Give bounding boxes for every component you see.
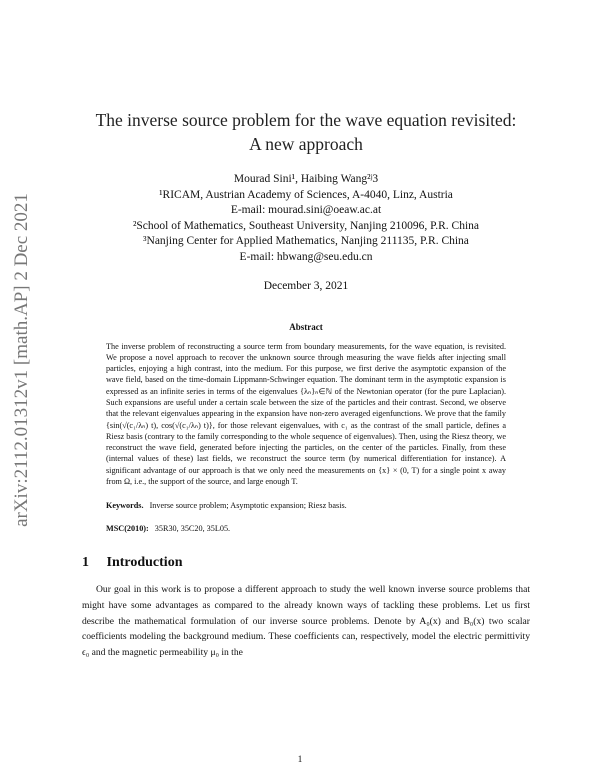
arxiv-sidebar-stamp <box>6 150 38 570</box>
paper-page <box>82 0 530 660</box>
msc-text: 35R30, 35C20, 35L05. <box>154 524 231 534</box>
msc-line <box>106 524 506 533</box>
affiliation-2: ²School of Mathematics, Southeast University, Nanjing 210096, P.R. China <box>132 219 480 232</box>
keywords-label: Keywords. <box>106 501 144 511</box>
affiliation-3: ³Nanjing Center for Applied Mathematics, Nanjing 211135, P.R. China <box>143 235 469 247</box>
affiliation-1: ¹RICAM, Austrian Academy of Sciences, A-4040, Linz, Austria <box>159 188 453 201</box>
keywords-line <box>106 501 506 510</box>
section-number: 1 <box>82 555 89 571</box>
abstract-heading: Abstract <box>289 321 323 332</box>
section-title: Introduction <box>106 555 183 571</box>
author-names: Mourad Sini¹, Haibing Wang²ʲ3 <box>233 173 379 185</box>
intro-paragraph: Our goal in this work is to propose a different approach to study the well known inverse source problems that might have some advantages as compared to the already known ways of tackling these problems. Let us first describe the mathematical formulation of our inverse source problems. Denote by A₀(x) and B₀(x) two scalar coefficients modeling the background medium. These coefficients can, respectively, model the electric permittivity ϵ₀ and the magnetic permeability μ₀ in the <box>82 584 530 658</box>
arxiv-identifier: arXiv:2112.01312v1 [math.AP] 2 Dec 2021 <box>11 193 33 527</box>
title-line-1: The inverse source problem for the wave equation revisited: <box>95 110 517 130</box>
page-number: 1 <box>297 755 303 765</box>
abstract-text: The inverse problem of reconstructing a source term from boundary measurements, for the wave equation, is revisited. We propose a novel approach to recover the unknown source through measuring the wave fields after injecting small particles, enjoying a high contrast, into the medium. For this purpose, we first derive the asymptotic expansion of the wave field, based on the time-domain Lippmann-Schwinger equation. The dominant term in the asymptotic expansion is expressed as an infinite series in terms of the eigenvalues {λₙ}ₙ∈ℕ of the Newtonian operator (for the pure Laplacian). Such expansions are useful under a certain scale between the size of the particles and their contrast. Second, we observe that the relevant eigenvalues appearing in the expansion have non-zero averaged eigenfunctions. We prove that the family {sin(√(c₁/λₙ) t), cos(√(c₁/λₙ) t)}, for those relevant eigenvalues, with c₁ as the contrast of the small particle, defines a Riesz basis (contrary to the family corresponding to the whole sequence of eigenvalues). Then, using the Riesz theory, we reconstruct the wave field, generated before injecting the particles, on the center of the particles. Finally, from these (internal values of these) last fields, we reconstruct the source term (by numerical differentiation for instance). A significant advantage of our approach is that we only need the measurements on {x} × (0, T) for a single point x away from Ω, i.e., the support of the source, and large enough T. <box>106 341 506 487</box>
email-1: E-mail: mourad.sini@oeaw.ac.at <box>230 204 382 216</box>
section-heading <box>82 555 530 571</box>
keywords-text: Inverse source problem; Asymptotic expansion; Riesz basis. <box>149 501 347 511</box>
msc-label: MSC(2010): <box>106 524 149 534</box>
paper-title <box>82 108 530 156</box>
paper-date: December 3, 2021 <box>263 280 349 292</box>
email-2: E-mail: hbwang@seu.edu.cn <box>239 250 373 263</box>
title-line-2: A new approach <box>249 134 363 154</box>
author-block <box>82 172 530 265</box>
